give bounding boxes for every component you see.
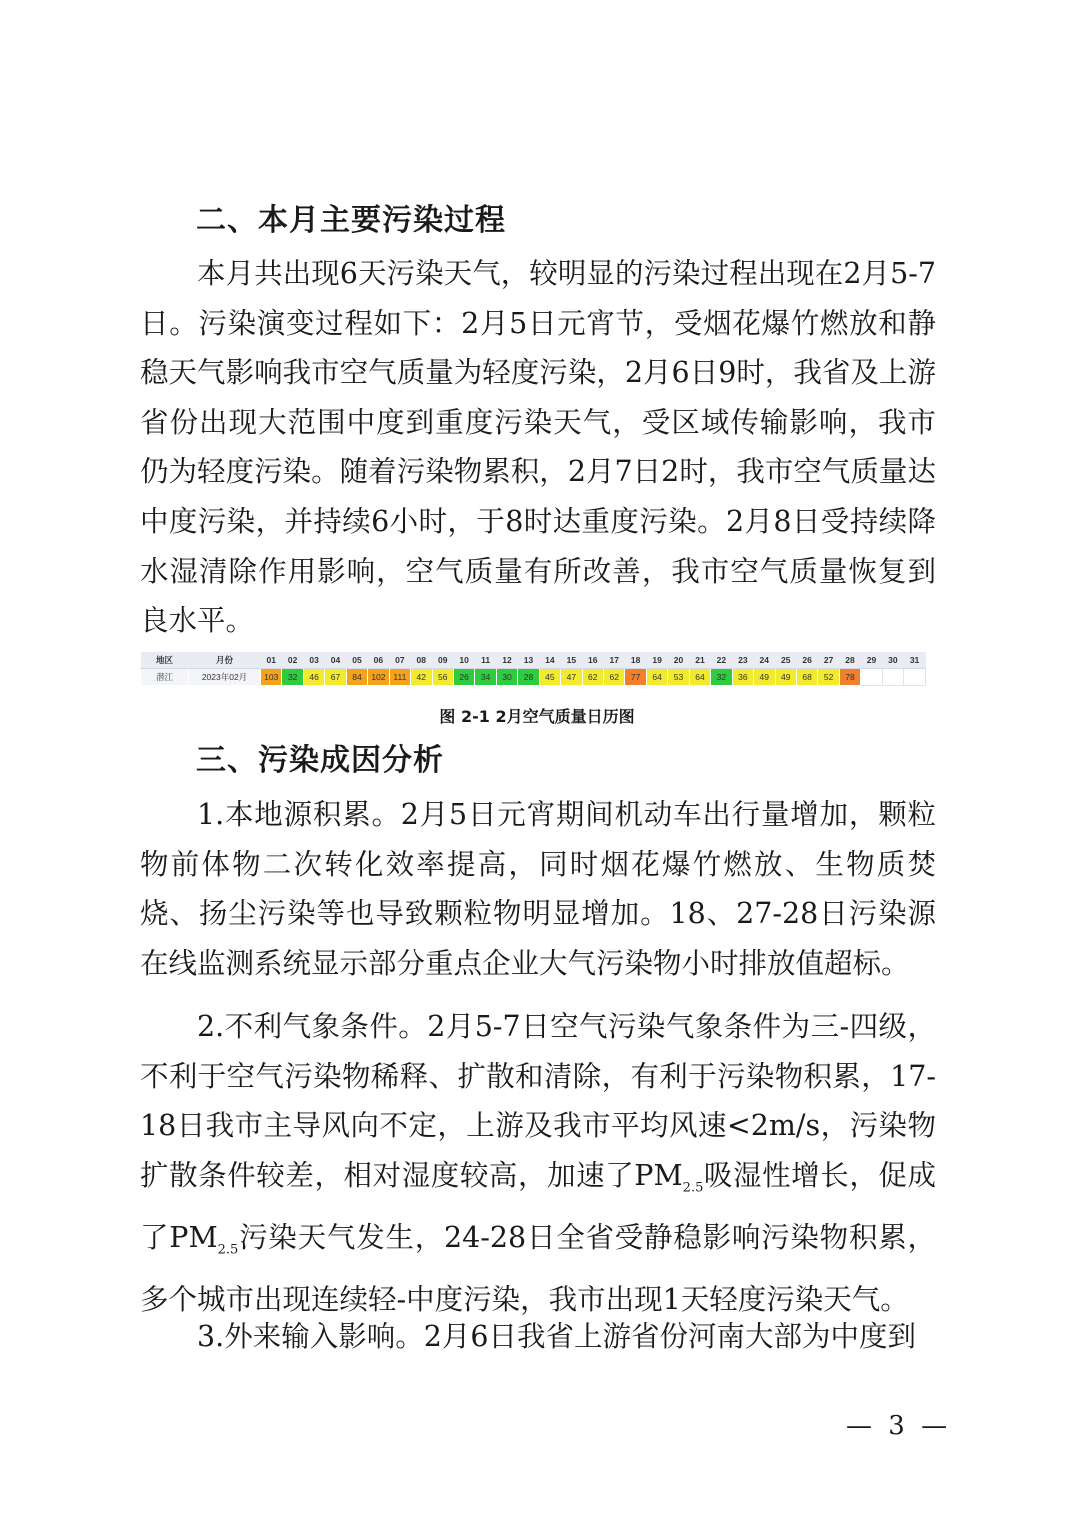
- cell-day-04: 67: [325, 669, 346, 686]
- cell-day-15: 47: [561, 669, 582, 686]
- cell-day-03: 46: [303, 669, 324, 686]
- cell-day-16: 62: [582, 669, 603, 686]
- cell-day-07: 111: [389, 669, 410, 686]
- cell-day-10: 26: [453, 669, 474, 686]
- cell-day-23: 36: [732, 669, 753, 686]
- section-2-paragraph: [140, 249, 936, 646]
- header-day-08: 08: [411, 652, 432, 669]
- section-3-p3-text: 3.外来输入影响。2月6日我省上游省份河南大部为中度到: [197, 1320, 916, 1353]
- header-day-05: 05: [346, 652, 367, 669]
- header-day-03: 03: [303, 652, 324, 669]
- cell-day-12: 30: [496, 669, 517, 686]
- cell-day-25: 49: [775, 669, 796, 686]
- table-row: [141, 669, 926, 686]
- header-day-13: 13: [518, 652, 539, 669]
- header-area: 地区: [141, 652, 189, 669]
- section-3-heading: 三、污染成因分析: [196, 743, 444, 778]
- cell-day-22: 32: [711, 669, 732, 686]
- pm-subscript-1: 2.5: [682, 1180, 704, 1196]
- row-month: 2023年02月: [189, 669, 261, 686]
- cell-day-06: 102: [368, 669, 389, 686]
- cell-day-08: 42: [411, 669, 432, 686]
- header-day-10: 10: [453, 652, 474, 669]
- section-3-p2-text-b: 吸湿性增长，促成了PM: [140, 1158, 936, 1255]
- section-3-paragraph-2: [140, 1002, 936, 1325]
- cell-day-21: 64: [689, 669, 710, 686]
- header-day-14: 14: [539, 652, 560, 669]
- header-day-01: 01: [261, 652, 282, 669]
- header-day-29: 29: [861, 652, 882, 669]
- section-2-text: 本月共出现6天污染天气，较明显的污染过程出现在2月5-7日。污染演变过程如下：2月5日元宵节，受烟花爆竹燃放和静稳天气影响我市空气质量为轻度污染，2月6日9时，我省及上游省份出现大范围中度到重度污染天气，受区域传输影响，我市仍为轻度污染。随着污染物累积，2月7日2时，我市空气质量达中度污染，并持续6小时，于8时达重度污染。2月8日受持续降水湿清除作用影响，空气质量有所改善，我市空气质量恢复到良水平。: [140, 257, 936, 638]
- header-day-19: 19: [646, 652, 667, 669]
- header-day-06: 06: [368, 652, 389, 669]
- cell-day-14: 45: [539, 669, 560, 686]
- header-day-12: 12: [496, 652, 517, 669]
- cell-day-29: [861, 669, 882, 686]
- header-day-11: 11: [475, 652, 496, 669]
- figure-caption: 图 2-1 2月空气质量日历图: [439, 707, 635, 726]
- pm-subscript-2: 2.5: [217, 1242, 239, 1258]
- cell-day-02: 32: [282, 669, 303, 686]
- section-3-p2-text-a: 2.不利气象条件。2月5-7日空气污染气象条件为三-四级，不利于空气污染物稀释、扩散和清除，有利于污染物积累，17-18日我市主导风向不定，上游及我市平均风速<2m/s，污染物扩散条件较差，相对湿度较高，加速了PM: [140, 1010, 936, 1192]
- cell-day-20: 53: [668, 669, 689, 686]
- section-3-paragraph-1: [140, 790, 936, 988]
- header-day-30: 30: [882, 652, 903, 669]
- header-day-26: 26: [796, 652, 817, 669]
- header-day-02: 02: [282, 652, 303, 669]
- header-day-27: 27: [818, 652, 839, 669]
- cell-day-09: 56: [432, 669, 453, 686]
- cell-day-13: 28: [518, 669, 539, 686]
- cell-day-19: 64: [646, 669, 667, 686]
- air-quality-calendar-table: [140, 652, 926, 686]
- header-day-04: 04: [325, 652, 346, 669]
- header-day-17: 17: [604, 652, 625, 669]
- header-day-07: 07: [389, 652, 410, 669]
- section-2-heading: 二、本月主要污染过程: [196, 203, 506, 238]
- cell-day-30: [882, 669, 903, 686]
- cell-day-24: 49: [754, 669, 775, 686]
- cell-day-05: 84: [346, 669, 367, 686]
- cell-day-26: 68: [796, 669, 817, 686]
- cell-day-31: [904, 669, 926, 686]
- header-day-28: 28: [839, 652, 860, 669]
- section-3-p1-text: 1.本地源积累。2月5日元宵期间机动车出行量增加，颗粒物前体物二次转化效率提高，同时烟花爆竹燃放、生物质焚烧、扬尘污染等也导致颗粒物明显增加。18、27-28日污染源在线监测系统显示部分重点企业大气污染物小时排放值超标。: [140, 798, 936, 980]
- header-day-24: 24: [754, 652, 775, 669]
- header-day-15: 15: [561, 652, 582, 669]
- header-day-20: 20: [668, 652, 689, 669]
- header-day-23: 23: [732, 652, 753, 669]
- header-day-09: 09: [432, 652, 453, 669]
- header-day-18: 18: [625, 652, 646, 669]
- header-day-21: 21: [689, 652, 710, 669]
- cell-day-01: 103: [261, 669, 282, 686]
- cell-day-28: 78: [839, 669, 860, 686]
- cell-day-17: 62: [604, 669, 625, 686]
- header-day-22: 22: [711, 652, 732, 669]
- header-day-16: 16: [582, 652, 603, 669]
- section-3-paragraph-3: [140, 1312, 936, 1362]
- header-day-25: 25: [775, 652, 796, 669]
- page-number: — 3 —: [846, 1411, 952, 1441]
- cell-day-11: 34: [475, 669, 496, 686]
- section-3-p2-text-c: 污染天气发生，24-28日全省受静稳影响污染物积累，多个城市出现连续轻-中度污染，我市出现1天轻度污染天气。: [140, 1221, 936, 1317]
- header-month: 月份: [189, 652, 261, 669]
- header-day-31: 31: [904, 652, 926, 669]
- cell-day-27: 52: [818, 669, 839, 686]
- cell-day-18: 77: [625, 669, 646, 686]
- row-area: 潜江: [141, 669, 189, 686]
